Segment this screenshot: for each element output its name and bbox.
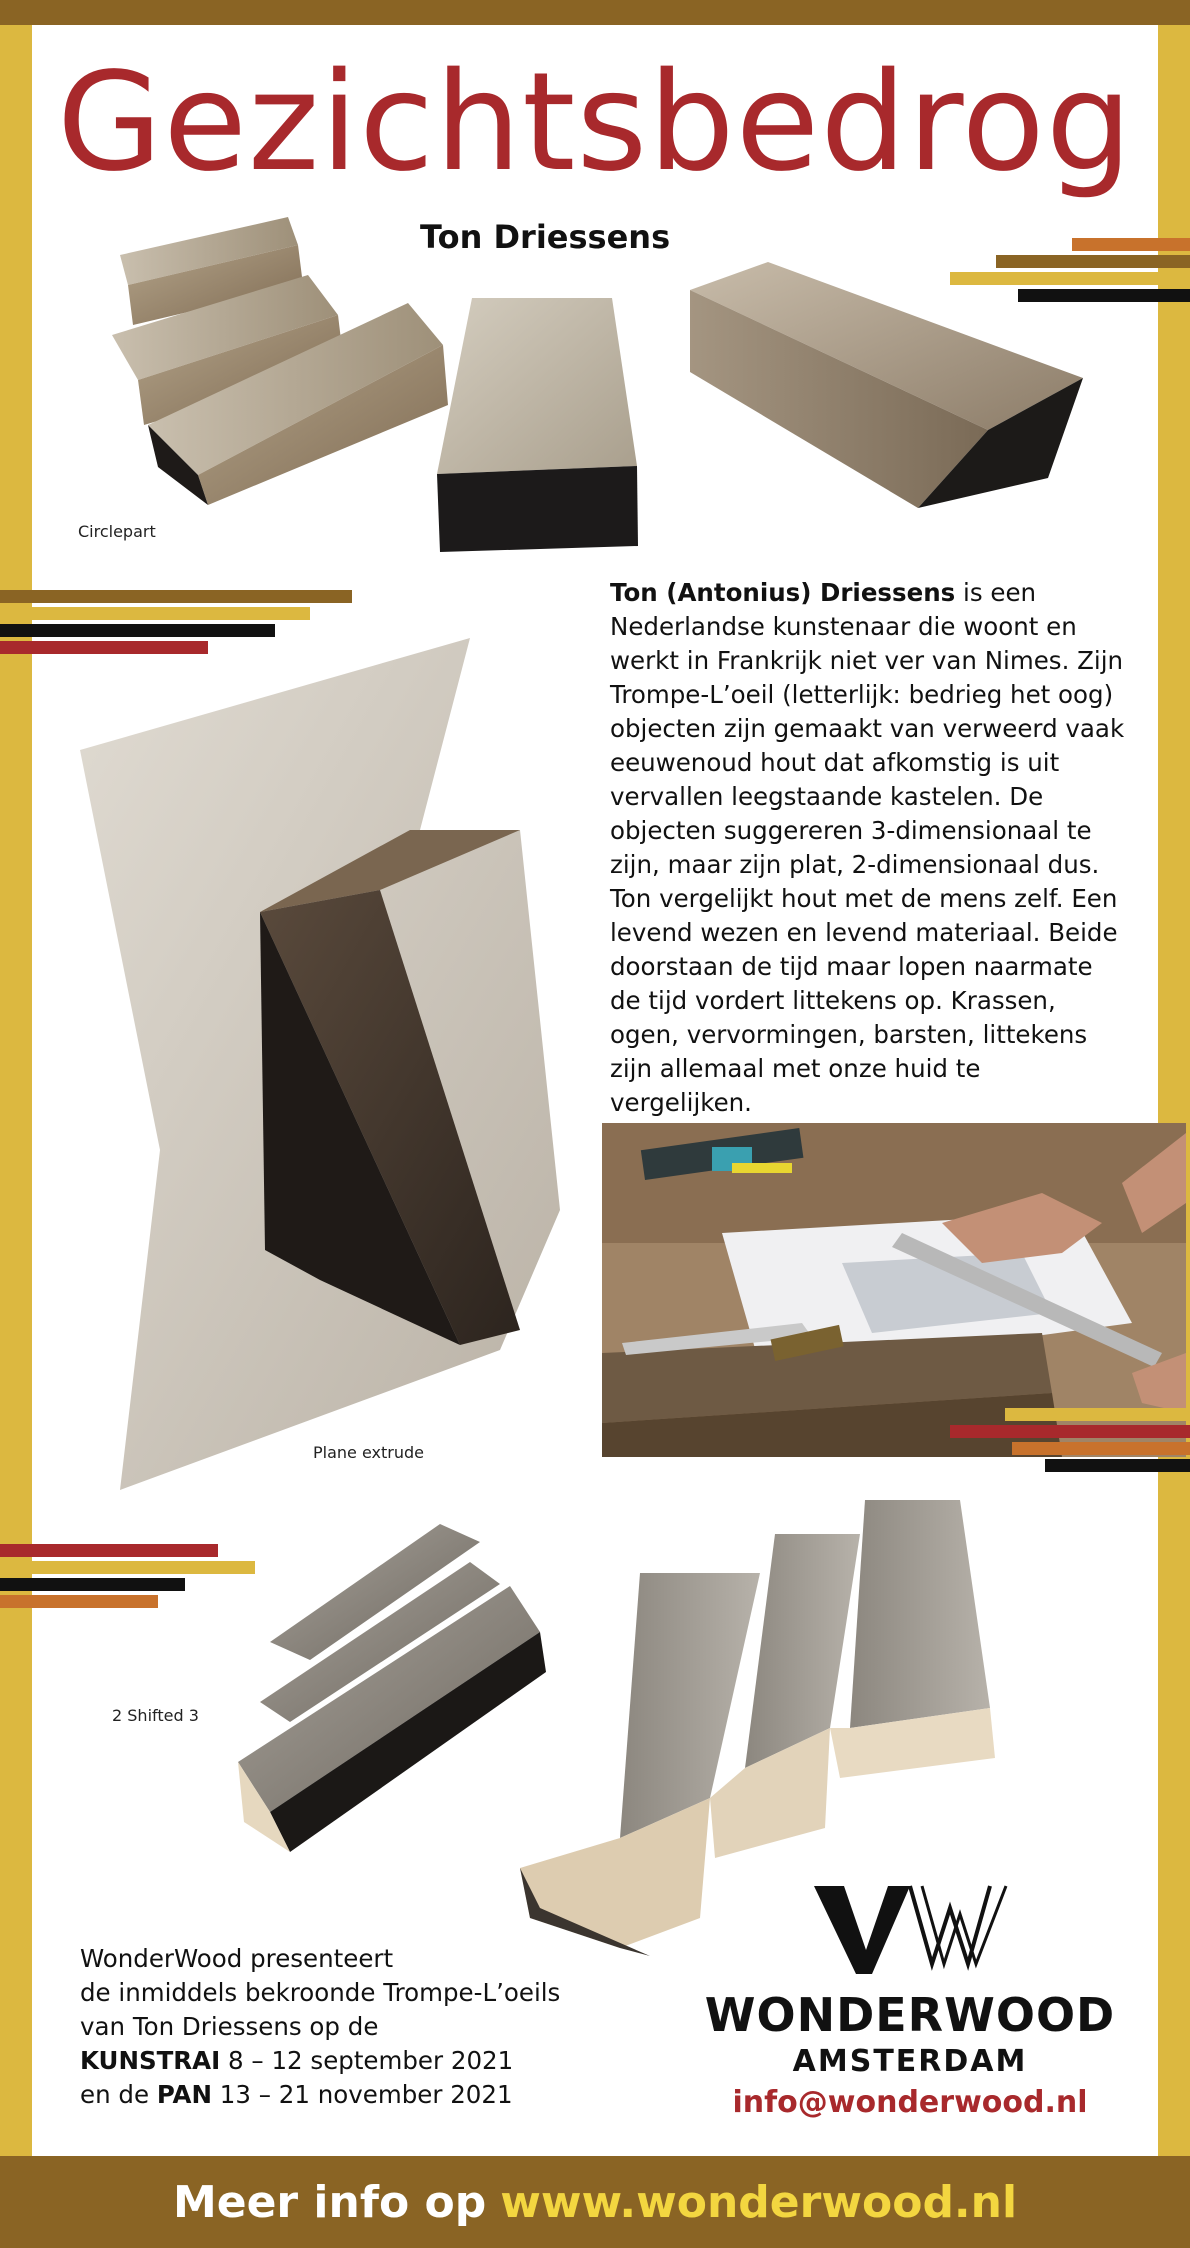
- footer-website-link[interactable]: www.wonderwood.nl: [500, 2176, 1018, 2228]
- stripe: [0, 1544, 218, 1557]
- stripe: [1072, 238, 1190, 251]
- caption-plane-extrude: Plane extrude: [313, 1443, 424, 1462]
- event-name: KUNSTRAI: [80, 2046, 221, 2075]
- plane-extrude-photo: [80, 630, 560, 1490]
- promo-event-kunstrai: [80, 2044, 640, 2078]
- stripe: [0, 590, 352, 603]
- event-dates: 8 – 12 september 2021: [220, 2046, 514, 2075]
- stripe: [0, 1578, 185, 1591]
- frame-left-border: [0, 25, 32, 2156]
- block-photo: [432, 296, 642, 552]
- artist-name: Ton Driessens: [420, 218, 671, 256]
- stripe: [0, 607, 310, 620]
- circlepart-photo: [108, 205, 448, 505]
- contact-email[interactable]: info@wonderwood.nl: [732, 2085, 1088, 2120]
- promo-line: van Ton Driessens op de: [80, 2012, 379, 2041]
- wonderwood-logo: [700, 1880, 1120, 2120]
- footer-bar: [0, 2156, 1190, 2248]
- stripe: [0, 1595, 158, 1608]
- stripe: [1012, 1442, 1190, 1455]
- caption-shifted: 2 Shifted 3: [112, 1706, 199, 1725]
- event-prefix: en de: [80, 2080, 157, 2109]
- stripe: [0, 1561, 255, 1574]
- footer-prefix: Meer info op: [172, 2176, 487, 2228]
- artist-bio: [610, 576, 1130, 1120]
- ww-logo-mark: [810, 1880, 1010, 1980]
- promo-text: [80, 1942, 640, 2112]
- stripe: [950, 1425, 1190, 1438]
- frame-top-border: [0, 0, 1190, 25]
- shifted-photo: [230, 1522, 550, 1852]
- promo-line: de inmiddels bekroonde Trompe-L’oeils: [80, 1978, 561, 2007]
- promo-event-pan: [80, 2078, 640, 2112]
- caption-circlepart: Circlepart: [78, 522, 156, 541]
- logo-city: AMSTERDAM: [792, 2044, 1028, 2079]
- stripe: [1045, 1459, 1190, 1472]
- frame-right-border: [1158, 25, 1190, 2156]
- page-title: Gezichtsbedrog: [56, 44, 1134, 202]
- promo-line: WonderWood presenteert: [80, 1944, 394, 1973]
- stripe: [1005, 1408, 1190, 1421]
- workshop-photo: [602, 1123, 1186, 1457]
- logo-name: WONDERWOOD: [704, 1988, 1116, 2042]
- bio-text: is een Nederlandse kunstenaar die woont en werkt in Frankrijk niet ver van Nimes. Zijn Trompe-L’oeil (letterlijk: bedrieg het oog) objecten zijn gemaakt van verweerd vaak eeuwenoud hout dat afkomstig is uit vervallen leegstaande kastelen. De objecten suggereren 3-dimensionaal te zijn, maar zijn plat, 2-dimensionaal dus. Ton vergelijkt hout met de mens zelf. Een levend wezen en levend materiaal. Beide doorstaan de tijd maar lopen naarmate de tijd vordert littekens op. Krassen, ogen, vervormingen, barsten, littekens zijn allemaal met onze huid te vergelijken.: [610, 578, 1125, 1117]
- event-name: PAN: [156, 2080, 212, 2109]
- beam-photo: [688, 260, 1088, 510]
- event-dates: 13 – 21 november 2021: [212, 2080, 513, 2109]
- bio-artist-name: Ton (Antonius) Driessens: [610, 578, 956, 607]
